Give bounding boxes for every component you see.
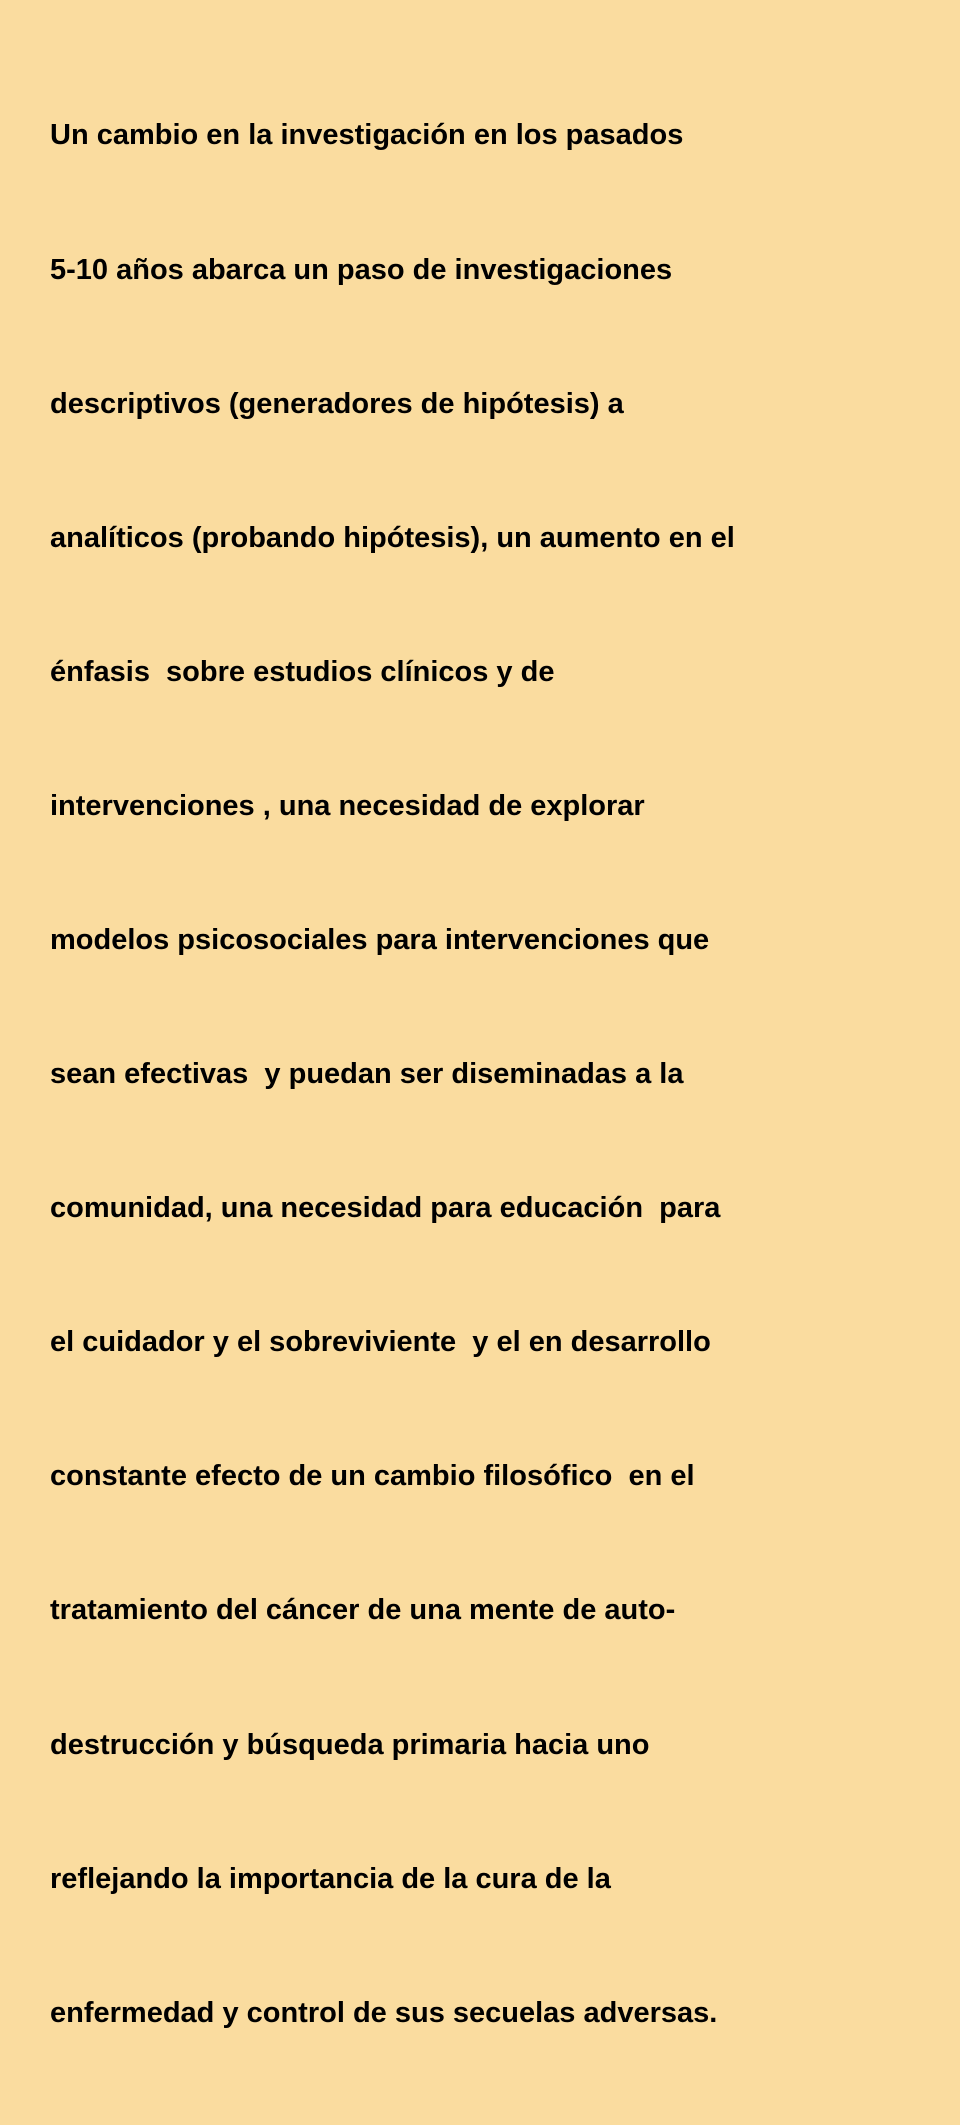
text-line-12: tratamiento del cáncer de una mente de auto- — [50, 1594, 676, 1627]
text-line-13: destrucción y búsqueda primaria hacia uno — [50, 1728, 650, 1761]
text-line-5: énfasis sobre estudios clínicos y de — [50, 655, 555, 688]
text-line-3: descriptivos (generadores de hipótesis) a — [50, 387, 624, 420]
text-line-8: sean efectivas y puedan ser diseminadas a la — [50, 1058, 684, 1091]
slide-body-text — [50, 24, 960, 2125]
text-line-14: reflejando la importancia de la cura de la — [50, 1862, 611, 1895]
text-line-6: intervenciones , una necesidad de explorar — [50, 789, 645, 822]
text-line-1: Un cambio en la investigación en los pasados — [50, 119, 684, 152]
text-line-11: constante efecto de un cambio filosófico en el — [50, 1460, 695, 1493]
text-line-10: el cuidador y el sobreviviente y el en desarrollo — [50, 1326, 711, 1359]
text-line-7: modelos psicosociales para intervenciones que — [50, 923, 710, 956]
text-line-9: comunidad, una necesidad para educación para — [50, 1192, 721, 1225]
text-line-2: 5-10 años abarca un paso de investigaciones — [50, 253, 673, 286]
text-line-4: analíticos (probando hipótesis), un aumento en el — [50, 521, 735, 554]
text-line-15: enfermedad y control de sus secuelas adversas. — [50, 1996, 718, 2029]
